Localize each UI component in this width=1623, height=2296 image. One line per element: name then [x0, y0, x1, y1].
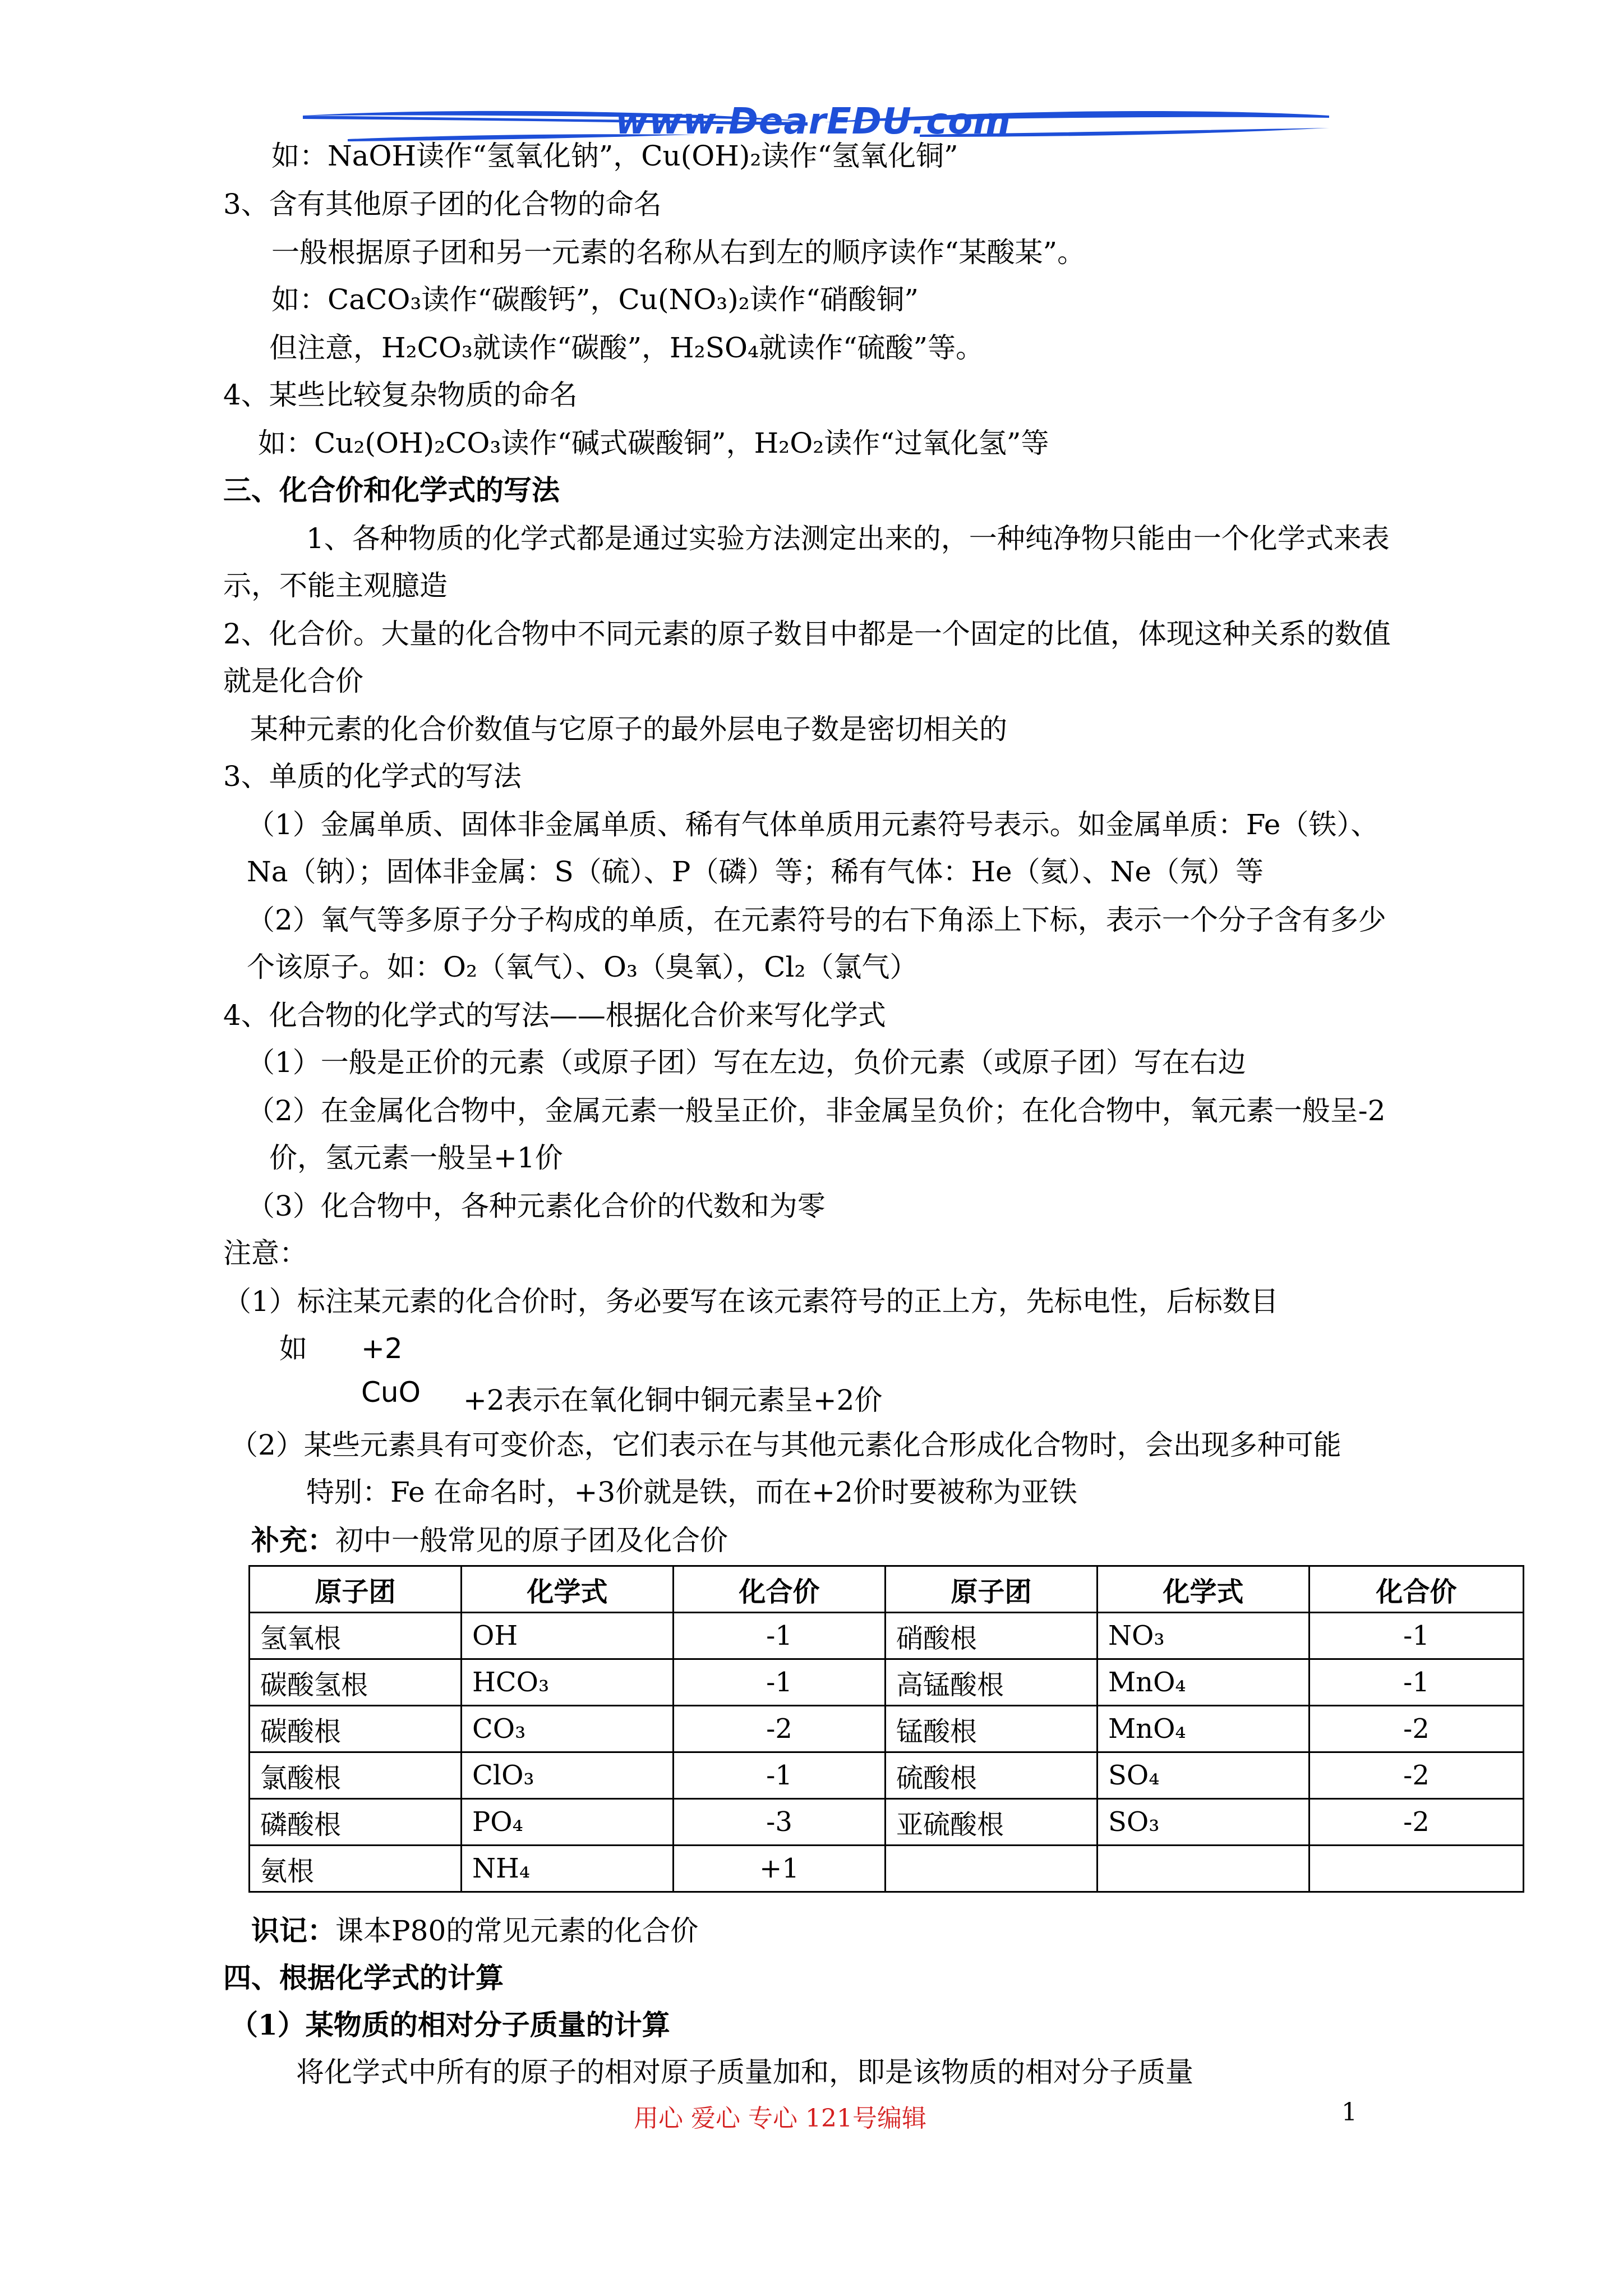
- example-label: 如: [279, 1332, 307, 1365]
- text-line: 特别：Fe 在命名时，+3价就是铁，而在+2价时要被称为亚铁: [306, 1476, 1077, 1508]
- radical-name: 高锰酸根: [886, 1659, 1098, 1706]
- radical-valence: -2: [674, 1706, 886, 1752]
- text-line: 1、各种物质的化学式都是通过实验方法测定出来的，一种纯净物只能由一个化学式来表: [306, 522, 1390, 555]
- radical-name: 碳酸氢根: [250, 1659, 462, 1706]
- radical-valence: +1: [674, 1846, 886, 1892]
- text-line: 个该原子。如：O₂（氧气）、O₃（臭氧），Cl₂（氯气）: [247, 951, 918, 983]
- text-line: （1）一般是正价的元素（或原子团）写在左边，负价元素（或原子团）写在右边: [247, 1046, 1246, 1079]
- table-row: [250, 1659, 1524, 1706]
- text-line: 如：Cu₂(OH)₂CO₃读作“碱式碳酸铜”，H₂O₂读作“过氧化氢”等: [258, 427, 1049, 459]
- page-number: 1: [1341, 2098, 1357, 2127]
- radical-valence: -3: [674, 1799, 886, 1846]
- note-heading: 注意：: [223, 1237, 307, 1269]
- header-radical: 原子团: [250, 1566, 462, 1613]
- radical-name: [886, 1846, 1098, 1892]
- section-heading: 3、含有其他原子团的化合物的命名: [223, 188, 662, 220]
- radical-name: 亚硫酸根: [886, 1799, 1098, 1846]
- text-line: 价，氢元素一般呈+1价: [269, 1142, 563, 1174]
- page-footer: 用心 爱心 专心 121号编辑: [634, 2104, 926, 2133]
- radical-name: 磷酸根: [250, 1799, 462, 1846]
- radical-formula: NH₄: [462, 1846, 674, 1892]
- radical-name: 氯酸根: [250, 1752, 462, 1799]
- text-line: 如：NaOH读作“氢氧化钠”，Cu(OH)₂读作“氢氧化铜”: [271, 140, 958, 172]
- radical-valence-table: [248, 1565, 1524, 1893]
- memorize-label: 识记：: [251, 1914, 335, 1947]
- section-heading: （1）某物质的相对分子质量的计算: [230, 2008, 670, 2041]
- radical-formula: HCO₃: [462, 1659, 674, 1706]
- table-row: [250, 1846, 1524, 1892]
- radical-valence: -2: [1310, 1799, 1524, 1846]
- section-heading: 4、某些比较复杂物质的命名: [223, 379, 578, 411]
- radical-formula: SO₃: [1098, 1799, 1310, 1846]
- memorize-text: 课本P80的常见元素的化合价: [335, 1915, 699, 1947]
- radical-formula: PO₄: [462, 1799, 674, 1846]
- chapter-heading: 三、化合价和化学式的写法: [223, 473, 560, 507]
- radical-valence: -1: [674, 1752, 886, 1799]
- table-row: [250, 1799, 1524, 1846]
- text-line: 某种元素的化合价数值与它原子的最外层电子数是密切相关的: [250, 713, 1007, 746]
- radical-formula: CO₃: [462, 1706, 674, 1752]
- supplement-label: 补充：: [251, 1524, 335, 1557]
- radical-valence: -1: [1310, 1613, 1524, 1659]
- radical-name: 硫酸根: [886, 1752, 1098, 1799]
- radical-name: 氢氧根: [250, 1613, 462, 1659]
- text-line: 如：CaCO₃读作“碳酸钙”，Cu(NO₃)₂读作“硝酸铜”: [271, 283, 919, 316]
- radical-formula: OH: [462, 1613, 674, 1659]
- radical-valence: -1: [674, 1613, 886, 1659]
- text-line: Na（钠）；固体非金属：S（硫）、P（磷）等；稀有气体：He（氦）、Ne（氖）等: [247, 855, 1264, 888]
- supplement-line: [251, 1524, 728, 1557]
- memorize-line: [251, 1914, 698, 1948]
- text-line: 将化学式中所有的原子的相对原子质量加和，即是该物质的相对分子质量: [296, 2056, 1193, 2088]
- text-line: +2表示在氧化铜中铜元素呈+2价: [463, 1384, 883, 1416]
- text-line: （3）化合物中，各种元素化合价的代数和为零: [247, 1190, 826, 1222]
- chapter-heading: 四、根据化学式的计算: [223, 1961, 504, 1994]
- text-line: 就是化合价: [223, 665, 363, 697]
- text-line: （2）某些元素具有可变价态，它们表示在与其他元素化合形成化合物时，会出现多种可能: [230, 1429, 1341, 1461]
- text-line: 2、化合价。大量的化合物中不同元素的原子数目中都是一个固定的比值，体现这种关系的数值: [223, 618, 1391, 650]
- radical-formula: SO₄: [1098, 1752, 1310, 1799]
- radical-name: 碳酸根: [250, 1706, 462, 1752]
- radical-valence: -2: [1310, 1706, 1524, 1752]
- radical-valence: [1310, 1846, 1524, 1892]
- text-line: 示，不能主观臆造: [223, 569, 448, 602]
- table-header-row: [250, 1566, 1524, 1613]
- table-row: [250, 1706, 1524, 1752]
- site-header-text: www.DearEDU.com: [615, 101, 1011, 142]
- radical-formula: MnO₄: [1098, 1659, 1310, 1706]
- table-row: [250, 1613, 1524, 1659]
- radical-name: 氨根: [250, 1846, 462, 1892]
- valence-mark: +2: [361, 1332, 403, 1365]
- header-formula: 化学式: [462, 1566, 674, 1613]
- table-row: [250, 1752, 1524, 1799]
- text-line: （1）金属单质、固体非金属单质、稀有气体单质用元素符号表示。如金属单质：Fe（铁）、: [247, 808, 1379, 841]
- header-radical-2: 原子团: [886, 1566, 1098, 1613]
- radical-name: 锰酸根: [886, 1706, 1098, 1752]
- radical-valence: -1: [674, 1659, 886, 1706]
- text-line: （1）标注某元素的化合价时，务必要写在该元素符号的正上方，先标电性，后标数目: [223, 1285, 1279, 1318]
- radical-name: 硝酸根: [886, 1613, 1098, 1659]
- radical-formula: MnO₄: [1098, 1706, 1310, 1752]
- section-heading: 3、单质的化学式的写法: [223, 760, 522, 793]
- header-formula-2: 化学式: [1098, 1566, 1310, 1613]
- header-valence-2: 化合价: [1310, 1566, 1524, 1613]
- text-line: （2）氧气等多原子分子构成的单质，在元素符号的右下角添上下标，表示一个分子含有多少: [247, 904, 1386, 936]
- radical-formula: [1098, 1846, 1310, 1892]
- formula-cuo: CuO: [361, 1376, 421, 1409]
- supplement-text: 初中一般常见的原子团及化合价: [335, 1524, 728, 1557]
- text-line: 但注意，H₂CO₃就读作“碳酸”，H₂SO₄就读作“硫酸”等。: [269, 332, 984, 364]
- text-line: 一般根据原子团和另一元素的名称从右到左的顺序读作“某酸某”。: [271, 236, 1086, 269]
- header-valence: 化合价: [674, 1566, 886, 1613]
- radical-formula: ClO₃: [462, 1752, 674, 1799]
- radical-valence: -2: [1310, 1752, 1524, 1799]
- text-line: （2）在金属化合物中，金属元素一般呈正价，非金属呈负价；在化合物中，氧元素一般呈-2: [247, 1094, 1386, 1127]
- radical-formula: NO₃: [1098, 1613, 1310, 1659]
- radical-valence: -1: [1310, 1659, 1524, 1706]
- section-heading: 4、化合物的化学式的写法——根据化合价来写化学式: [223, 999, 886, 1032]
